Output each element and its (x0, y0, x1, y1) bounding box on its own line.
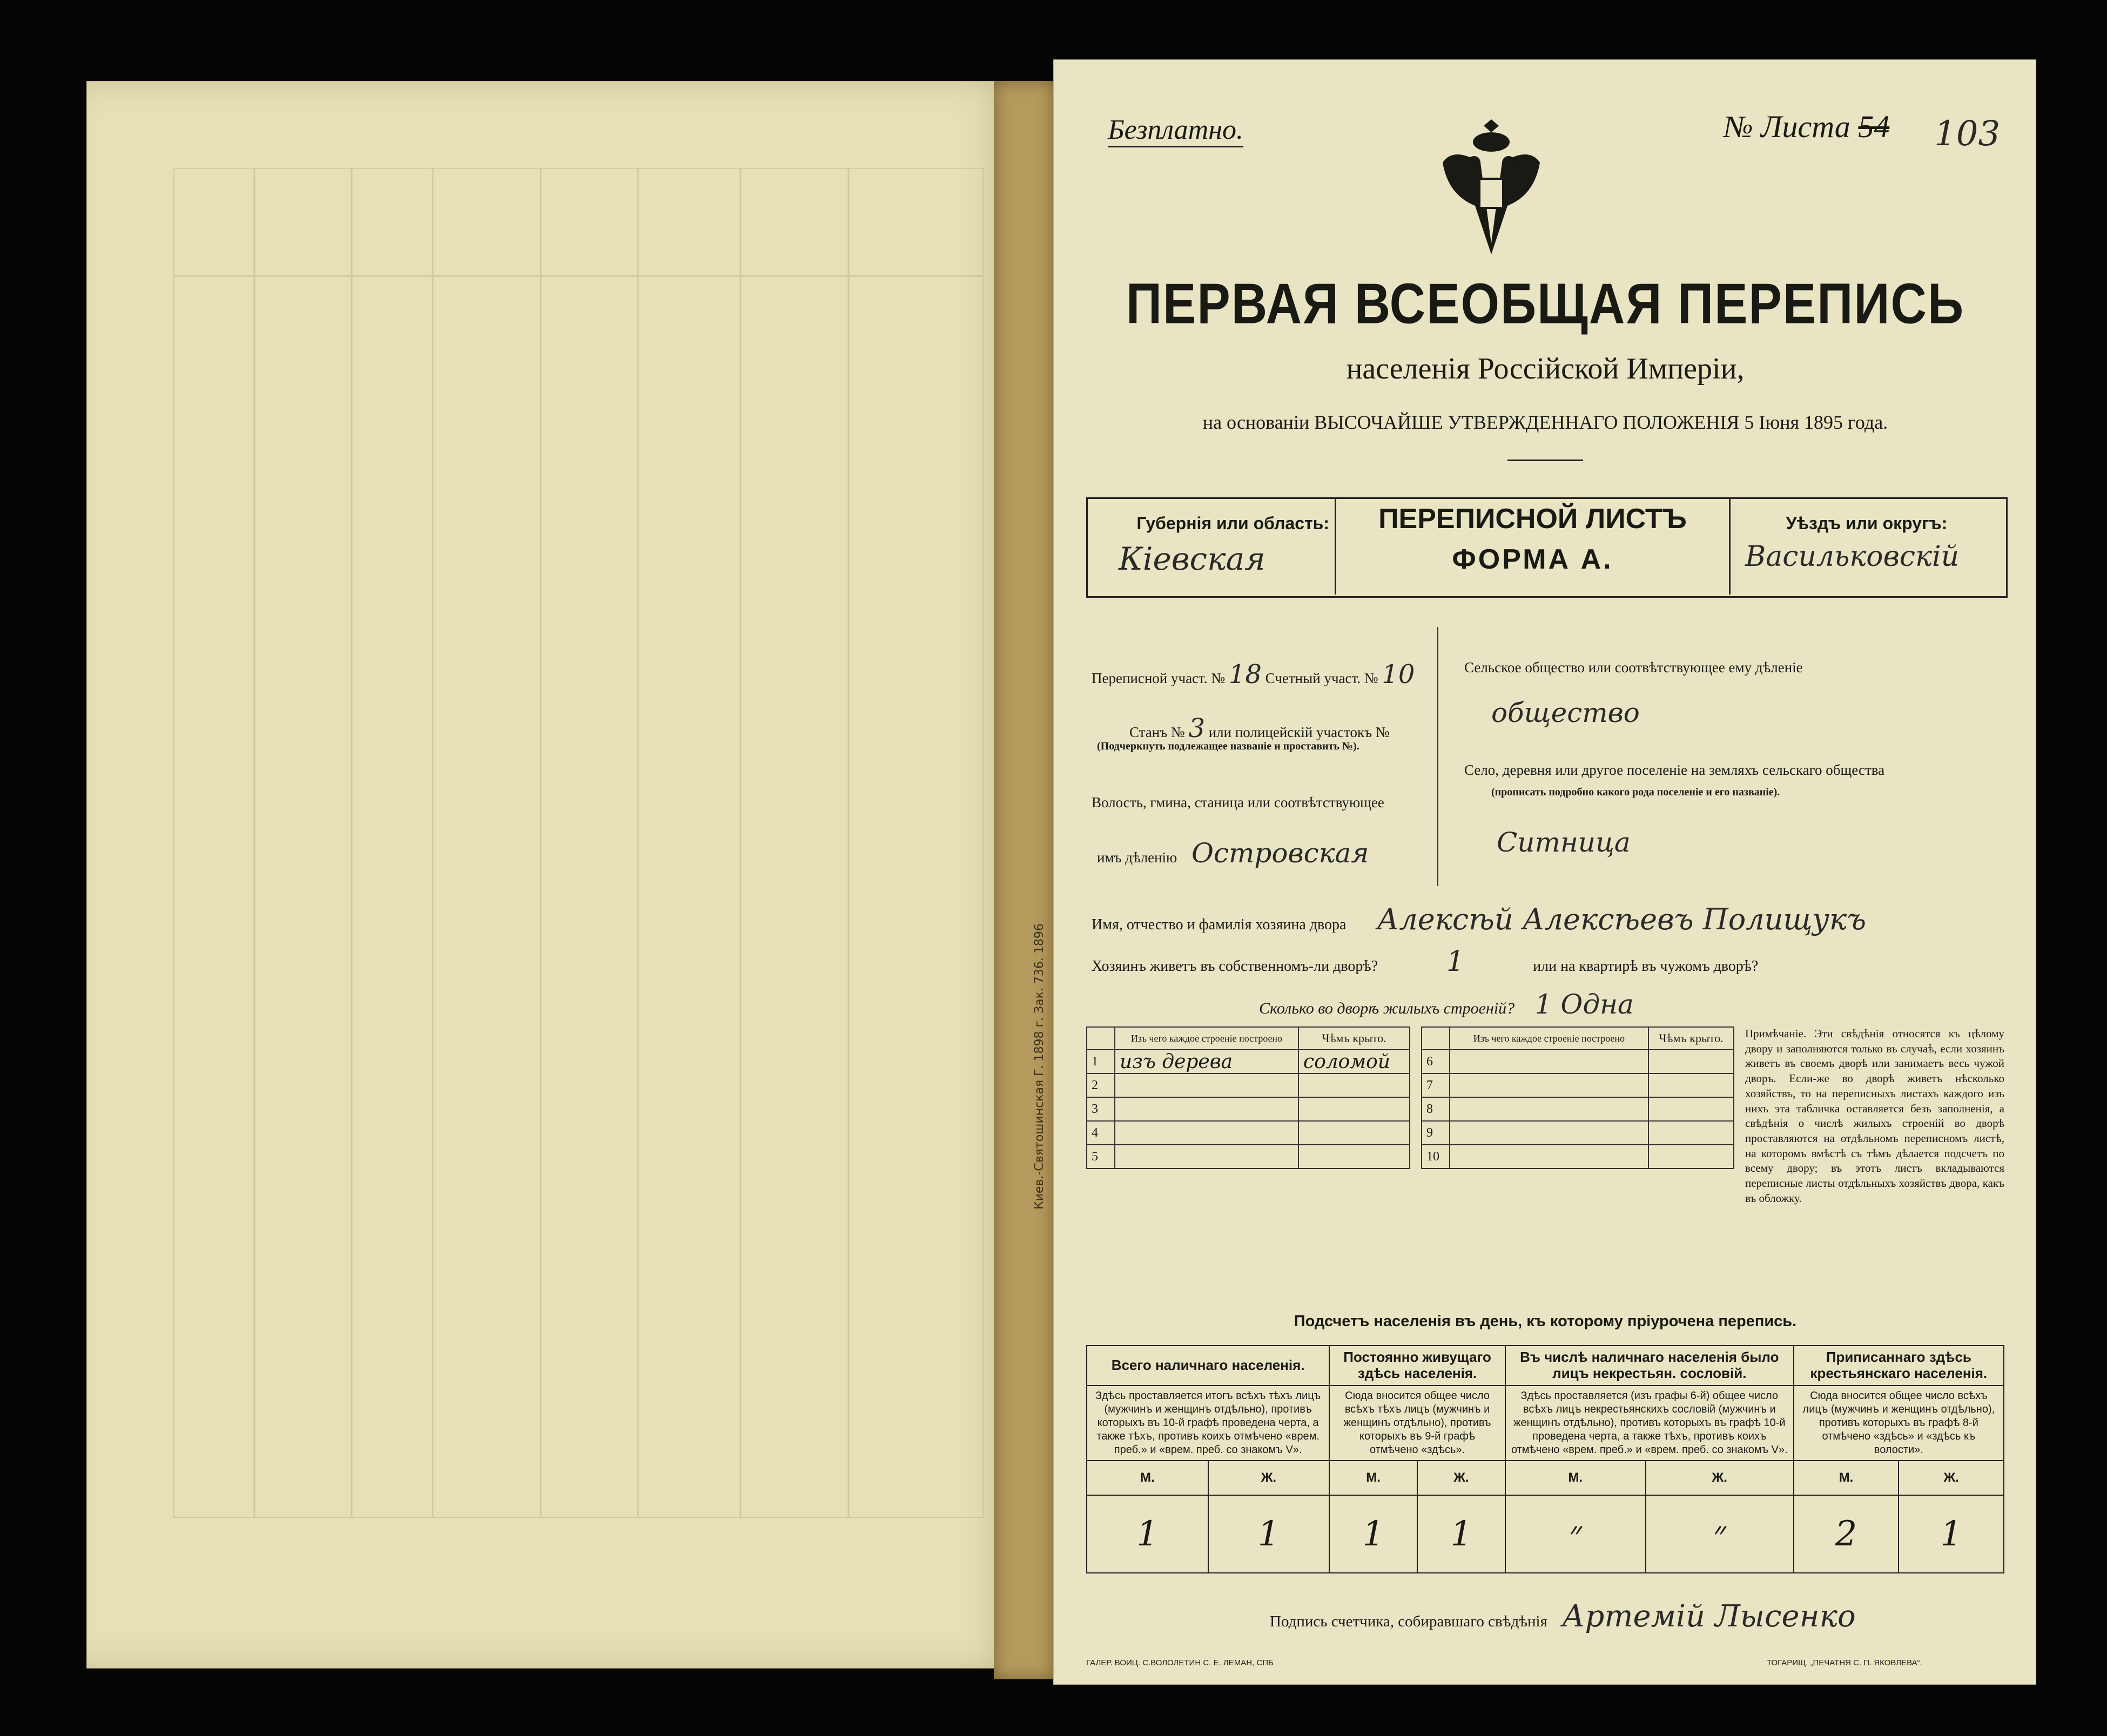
buildings-label: Сколько во дворѣ жилыхъ строеній? (1259, 999, 1515, 1017)
number-header (1422, 1027, 1450, 1050)
spine-imprint: Киев.-Святошинская Г. 1898 г. Зак. 736. 1896 (1033, 923, 1046, 1210)
count-sex-row (1087, 1461, 2004, 1495)
table-row (1422, 1073, 1734, 1097)
sheet-number-struck: 54 (1858, 109, 1890, 144)
gubernia-label: Губернія или область: (1136, 514, 1329, 533)
obshchestvo-label: Сельское общество или соотвѣтствующее ему дѣленіе (1464, 659, 1803, 676)
material-cell (1115, 1121, 1298, 1145)
material-cell (1450, 1121, 1648, 1145)
female-count: 1 (1417, 1495, 1505, 1573)
buildings-table-header (1087, 1027, 1410, 1050)
roof-cell (1298, 1121, 1410, 1145)
material-cell (1450, 1145, 1648, 1168)
roof-header: Чѣмъ крыто. (1648, 1027, 1734, 1050)
number-header (1087, 1027, 1115, 1050)
row-number: 1 (1087, 1050, 1115, 1073)
material-header: Изъ чего каждое строеніе построено (1115, 1027, 1298, 1050)
roof-cell (1298, 1145, 1410, 1168)
population-count-table (1086, 1345, 2004, 1573)
owner-label: Имя, отчество и фамилія хозяина двора (1092, 916, 1347, 933)
female-header: Ж. (1646, 1461, 1794, 1495)
row-number: 9 (1422, 1121, 1450, 1145)
roof-cell (1648, 1097, 1734, 1121)
material-cell (1450, 1097, 1648, 1121)
table-row (1422, 1145, 1734, 1168)
roof-cell (1648, 1121, 1734, 1145)
form-title: ПЕРЕПИСНОЙ ЛИСТЪ (1378, 503, 1687, 535)
material-cell (1115, 1073, 1298, 1097)
row-number: 5 (1087, 1145, 1115, 1168)
row-number: 2 (1087, 1073, 1115, 1097)
male-count: 2 (1794, 1495, 1899, 1573)
page-subtitle: населенія Россійской Имперіи, (1346, 352, 1745, 386)
printer-left: ГАЛЕР. ВОИЦ. С.ВОЛОЛЕТИН С. Е. ЛЕМАН, СПБ (1086, 1658, 1274, 1667)
buildings-table-left (1086, 1026, 1410, 1169)
obshchestvo-value: общество (1491, 697, 1640, 728)
count-desc-row (1087, 1386, 2004, 1461)
signature-label: Подпись счетчика, собиравшаго свѣдѣнія (1270, 1613, 1547, 1630)
male-count: 1 (1087, 1495, 1208, 1573)
count-header-row (1087, 1346, 2004, 1386)
material-cell (1115, 1097, 1298, 1121)
police-label: или полицейскій участокъ № (1208, 724, 1390, 740)
row-number: 10 (1422, 1145, 1450, 1168)
signature-row (1270, 1599, 1856, 1634)
table-row (1087, 1145, 1410, 1168)
material-cell (1450, 1050, 1648, 1073)
stan-label: Станъ № (1129, 724, 1185, 740)
buildings-table-right (1421, 1026, 1734, 1169)
buildings-row (1259, 989, 1634, 1020)
own-yard-row (1092, 945, 1758, 978)
faded-form-lines (173, 168, 984, 1518)
printer-right: ТОГАРИЩ. „ПЕЧАТНЯ С. П. ЯКОВЛЕВА“. (1767, 1658, 1922, 1667)
female-header: Ж. (1899, 1461, 2004, 1495)
sheet-number (1724, 109, 1889, 145)
table-row (1087, 1097, 1410, 1121)
selo-label: Село, деревня или другое поселеніе на земляхъ сельскаго общества (1464, 762, 1885, 778)
roof-cell (1648, 1145, 1734, 1168)
owner-value: Алексѣй Алексѣевъ Полищукъ (1377, 902, 1867, 936)
count-value-row (1087, 1495, 2004, 1573)
selo-note: (прописать подробно какого рода поселеніе и его названіе). (1491, 786, 1780, 798)
uezd-value: Васильковскій (1745, 541, 1960, 573)
imperial-eagle-icon (1432, 103, 1551, 265)
male-header: М. (1329, 1461, 1417, 1495)
group-heading: Приписаннаго здѣсь крестьянскаго населенія. (1794, 1346, 2004, 1386)
signature-value: Артемій Лысенко (1562, 1599, 1856, 1634)
row-number: 8 (1422, 1097, 1450, 1121)
table-row (1087, 1073, 1410, 1097)
sheet-number-handwritten: 103 (1934, 114, 2001, 154)
free-label: Безплатно. (1108, 114, 1243, 147)
selo-value: Ситница (1497, 827, 1631, 858)
group-description: Сюда вносится общее число всѣхъ тѣхъ лицъ (мужчинъ и женщинъ отдѣльно), противъ которыхъ въ 9-й графѣ отмѣчено «здѣсь». (1329, 1386, 1505, 1461)
legal-basis: на основаніи ВЫСОЧАЙШЕ УТВЕРЖДЕННАГО ПОЛОЖЕНІЯ 5 Іюня 1895 года. (1202, 411, 1888, 433)
count-title: Подсчетъ населенія въ день, къ которому пріурочена перепись. (1294, 1313, 1797, 1330)
material-cell: изъ дерева (1115, 1050, 1298, 1073)
form-letter: ФОРМА А. (1452, 544, 1613, 575)
group-description: Здѣсь проставляется итогъ всѣхъ тѣхъ лицъ (мужчинъ и женщинъ отдѣльно), противъ которыхъ въ 10-й графѣ проведена черта, а также тѣхъ, противъ коихъ отмѣчено «врем. преб.» и «врем. преб. со знакомъ V». (1087, 1386, 1329, 1461)
book-spine (994, 81, 1053, 1679)
table-row (1422, 1050, 1734, 1073)
roof-cell: соломой (1298, 1050, 1410, 1073)
group-heading: Всего наличнаго населенія. (1087, 1346, 1329, 1386)
row-number: 7 (1422, 1073, 1450, 1097)
uchastok-row (1092, 659, 1415, 690)
gubernia-value: Кіевская (1119, 541, 1265, 577)
stan-row (1129, 713, 1390, 744)
table-row (1087, 1121, 1410, 1145)
footnote: Примѣчаніе. Эти свѣдѣнія относятся къ цѣлому двору и заполняются только въ случаѣ, если хозяинъ живетъ въ своемъ дворѣ или занимаетъ весь чужой дворъ. Если-же во дворѣ живетъ нѣсколько хозяйствъ, то на переписныхъ листахъ каждого изъ нихъ эта табличка оставляется безъ заполненія, а свѣдѣнія о числѣ жилыхъ строеній во дворѣ проставляются на отдѣльномъ переписномъ листѣ, на которомъ вмѣстѣ съ тѣмъ дѣлается подсчетъ по всему двору; въ этотъ листъ вкладываются переписные листы отдѣльныхъ хозяйствъ двора, какъ въ обложку. (1745, 1027, 2004, 1205)
table-row (1087, 1050, 1410, 1073)
page-title: ПЕРВАЯ ВСЕОБЩАЯ ПЕРЕПИСЬ (1126, 272, 1965, 336)
roof-cell (1648, 1050, 1734, 1073)
sheet-number-label: № Листа (1724, 109, 1850, 144)
table-row (1422, 1121, 1734, 1145)
census-form-page (1053, 59, 2036, 1685)
male-header: М. (1087, 1461, 1208, 1495)
female-count: 1 (1208, 1495, 1330, 1573)
own-yard-value: 1 (1446, 945, 1465, 978)
row-number: 6 (1422, 1050, 1450, 1073)
buildings-value: 1 Одна (1534, 989, 1634, 1020)
left-page (86, 81, 1015, 1669)
material-cell (1115, 1145, 1298, 1168)
female-header: Ж. (1208, 1461, 1330, 1495)
ornament-divider (1507, 460, 1583, 461)
owner-row (1092, 902, 1866, 936)
stan-value: 3 (1188, 713, 1205, 744)
schetny-label: Счетный участ. № (1265, 670, 1378, 686)
material-header: Изъ чего каждое строеніе построено (1450, 1027, 1648, 1050)
material-cell (1450, 1073, 1648, 1097)
uezd-label: Уѣздъ или округъ: (1786, 514, 1948, 533)
roof-header: Чѣмъ крыто. (1298, 1027, 1410, 1050)
own-yard-label: Хозяинъ живетъ въ собственномъ-ли дворѣ? (1092, 958, 1378, 975)
uchastok-label: Переписной участ. № (1092, 670, 1226, 686)
male-count: 1 (1329, 1495, 1417, 1573)
roof-cell (1298, 1073, 1410, 1097)
roof-cell (1298, 1097, 1410, 1121)
schetny-value: 10 (1382, 659, 1415, 690)
volost-label-2: имъ дѣленію (1097, 849, 1177, 866)
box-divider (1729, 497, 1731, 595)
female-count: 1 (1899, 1495, 2004, 1573)
female-header: Ж. (1417, 1461, 1505, 1495)
volost-value: Островская (1191, 837, 1369, 869)
buildings-table-header (1422, 1027, 1734, 1050)
group-description: Здѣсь проставляется (изъ графы 6-й) общее число всѣхъ лицъ некрестьянскихъ сословій (мужчинъ и женщинъ отдѣльно), противъ которыхъ въ графѣ 10-й проведена черта, а также тѣхъ, противъ коихъ отмѣчено «врем. преб.» и «врем. преб. со знакомъ V». (1505, 1386, 1794, 1461)
uchastok-value: 18 (1228, 659, 1262, 690)
underline-note: (Подчеркнуть подлежащее названіе и проставить №). (1097, 740, 1359, 752)
volost-label: Волость, гмина, станица или соотвѣтствующее (1092, 794, 1384, 810)
table-row (1422, 1097, 1734, 1121)
male-header: М. (1505, 1461, 1646, 1495)
rent-label: или на квартирѣ въ чужомъ дворѣ? (1533, 958, 1759, 975)
female-count: ״ (1646, 1495, 1794, 1573)
male-count: ״ (1505, 1495, 1646, 1573)
roof-cell (1648, 1073, 1734, 1097)
group-heading: Постоянно живущаго здѣсь населенія. (1329, 1346, 1505, 1386)
group-heading: Въ числѣ наличнаго населенія было лицъ некрестьян. сословій. (1505, 1346, 1794, 1386)
male-header: М. (1794, 1461, 1899, 1495)
group-description: Сюда вносится общее число всѣхъ лицъ (мужчинъ и женщинъ отдѣльно), противъ которыхъ въ графѣ 8-й отмѣчено «здѣсь» и «здѣсь къ волости». (1794, 1386, 2004, 1461)
row-number: 4 (1087, 1121, 1115, 1145)
row-number: 3 (1087, 1097, 1115, 1121)
volost-row (1097, 837, 1369, 869)
fields-divider (1437, 627, 1438, 886)
